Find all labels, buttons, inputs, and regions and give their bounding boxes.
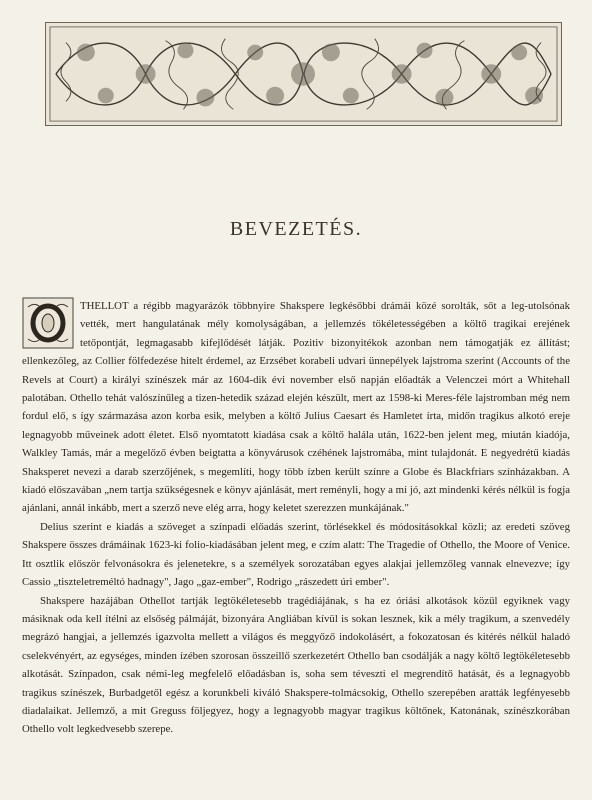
paragraph-2: Delius szerint e kiadás a szöveget a színpadi előadás szerint, törlésekkel és módosításokkal közli; az eredeti szöveg Shakspere összes drámáinak 1623-ki folio-kiadásában jelent meg, e czím alatt: The Tragedie of Othello, the Moore of Venice. Itt osztlik először felvonásokra és jelenetekre, s a személyek sorozatában egyes alakjai jellemzőleg vannak elnevezve; így Cassio „tiszteletreméltó hadnagy", Jago „gaz-ember", Rodrigo „rászedett úri ember". (22, 520, 570, 589)
dropcap-o-icon (22, 297, 74, 349)
body-text (22, 297, 570, 739)
paragraph-1: THELLOT a régibb magyarázók többnyire Shakspere legkésőbbi drámái közé sorolták, sőt a leg-utolsónak vették, mert hangulatának mély komolyságában, a jellemzés tökéletességében a költő tragikai erejének tetőpontját, legmagasabb kifejlődését látják. Pozitiv bizonyitékok azonban nem támogatják ez állítást; ellenkezőleg, az Collier fölfedezése hitelt érdemel, az Erzsébet korabeli udvari ünnepélyek lajstroma szerint (Accounts of the Revels at Court) a királyi színészek már az 1604-dik évi november első napján előadták a Velenczei mórt a Whitehall palotában. Othello tehát valószínűleg a tizen-hetedik század elején készült, mert az 1598-ki Meres-féle lajstromban még nem fordul elő, s így származása azon korba esik, melyben a költő Julius Caesart és Hamletet írta, midőn tragikus alkotó ereje legnagyobb műveinek adott életet. Első nyomtatott kiadása csak a költő halála után, 1622-ben jelent meg, miután kiadója, Walkley Tamás, már a megelőző évben beigtatta a könyvárusok czéhének lajstromába, mint tulajdonát. E negyedrétű kiadás Shaksperet nevezi a darab szerzőjének, s megemlíti, hogy több ízben került színre a Globe és Blackfriars színházakban. A kiadó előszavában „nem tartja szükségesnek e könyv ajánlását, mert reményli, hogy a mi jó, azt mindenki kérés nélkül is fogja ajánlani, annál inkább, mert a szerző neve elég arra, hogy keletet szerezzen munkájának." (22, 300, 570, 515)
paragraph-3: Shakspere hazájában Othellot tartják legtökéletesebb tragédiájának, s ha ez óriási alkotások közül egyiknek vagy másiknak oda kell ítélni az elsőség pálmáját, bizonyára Angliában kívül is sokan lesznek, kik a mély tragikum, a szenvedély megrázó hangjai, a jellemzés igazvolta mellett a világos és meggyőző indokolásért, a fokozatosan és kitérés nélkül haladó cselekvényért, az egységes, minden ízében szorosan összeillő szerkezetért Othello ban csodálják a nagy költő legtökéletesebb alkotását. Színpadon, csak némi-leg megfelelő előadásban is, soha sem téveszti el megrendítő hatását, és a legnagyobb tragikus színészek, Burbadgetől egész a korunkbeli kiváló Shakspere-tolmácsokig, Othello szerepében aratták legfényesebb diadalaikat. Jellemző, a mit Greguss följegyez, hogy a legnagyobb magyar tragikus költőnek, Katonának, színészkorában Othello volt legkedvesebb szerepe. (22, 594, 570, 736)
page-title: BEVEZETÉS. (229, 218, 363, 240)
ornamental-header-banner (45, 22, 562, 126)
floral-ornament-icon (46, 23, 561, 125)
